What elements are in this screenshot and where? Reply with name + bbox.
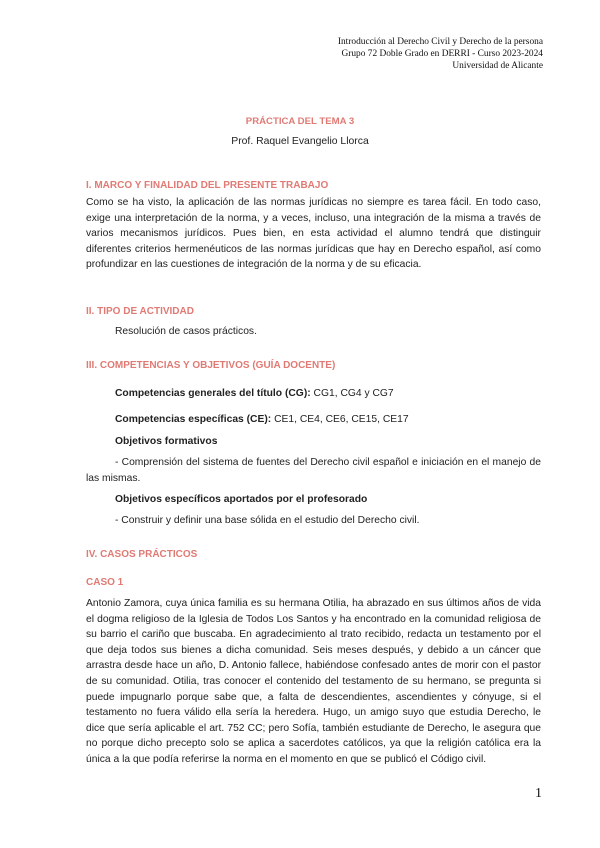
case-1-heading: CASO 1	[86, 577, 124, 588]
cg-value: CG1, CG4 y CG7	[310, 388, 394, 399]
page-title: PRÁCTICA DEL TEMA 3	[245, 116, 355, 127]
section-body-1: Como se ha visto, la aplicación de las normas jurídicas no siempre es tarea fácil. En todo caso, exige una interpretación de la norma, y a veces, incluso, una integración de la misma a través de varios mecanismos jurídicos. Pues bien, en esta actividad el alumno tendrá que distinguir diferentes criterios hermenéuticos de las normas jurídicas que hay en Derecho español, así como profundizar en las cuestiones de integración de la norma y de su eficacia.	[86, 197, 541, 271]
header-group: Grupo 72 Doble Grado en DERRI - Curso 2023-2024	[341, 49, 543, 59]
case-1-body: Antonio Zamora, cuya única familia es su hermana Otilia, ha abrazado en sus últimos años de vida el dogma religioso de la Iglesia de Todos Los Santos y ha encontrado en la comunidad religiosa de su barrio el cariño que buscaba. En agradecimiento al trato recibido, redacta un testamento por el que deja todos sus bienes a dicha comunidad. Seis meses después, y debido a un cáncer que arrastra desde hace un año, D. Antonio fallece, habiéndose confesado antes de morir con el pastor de su comunidad. Otilia, tras conocer el contenido del testamento de su hermano, se pregunta si puede impugnarlo porque sabe que, a falta de descendientes, ascendientes y cónyuge, si el testamento no fuera válido ella sería la heredera. Hugo, un amigo suyo que estudia Derecho, le dice que sería aplicable el art. 752 CC; pero Sofía, también estudiante de Derecho, le asegura que no porque dicho precepto solo se aplica a sacerdotes católicos, ya que la religión católica era la única a la que podía referirse la norma en el momento en que se publicó el Código civil.	[86, 598, 541, 765]
header-university: Universidad de Alicante	[452, 61, 543, 71]
author: Prof. Raquel Evangelio Llorca	[231, 136, 369, 147]
activity-type: Resolución de casos prácticos.	[115, 326, 257, 337]
section-heading-1: I. MARCO Y FINALIDAD DEL PRESENTE TRABAJO	[86, 180, 329, 191]
ce-label: Competencias específicas (CE):	[115, 414, 272, 425]
page-number: 1	[535, 786, 542, 801]
training-objectives-heading: Objetivos formativos	[115, 436, 218, 447]
specific-competencies	[115, 414, 409, 425]
specific-objectives-heading: Objetivos específicos aportados por el profesorado	[115, 494, 368, 505]
header-course: Introducción al Derecho Civil y Derecho de la persona	[337, 37, 543, 47]
general-competencies	[115, 388, 394, 399]
ce-value: CE1, CE4, CE6, CE15, CE17	[271, 414, 409, 425]
specific-objectives-body: - Construir y definir una base sólida en el estudio del Derecho civil.	[115, 515, 420, 526]
document-header	[338, 36, 543, 72]
cg-label: Competencias generales del título (CG):	[115, 388, 311, 399]
training-objectives-body: - Comprensión del sistema de fuentes del Derecho civil español e iniciación en el manejo de las mismas.	[86, 457, 541, 484]
section-heading-2: II. TIPO DE ACTIVIDAD	[86, 306, 194, 317]
section-heading-3: III. COMPETENCIAS Y OBJETIVOS (GUÍA DOCENTE)	[86, 360, 336, 371]
section-heading-4: IV. CASOS PRÁCTICOS	[86, 549, 198, 560]
